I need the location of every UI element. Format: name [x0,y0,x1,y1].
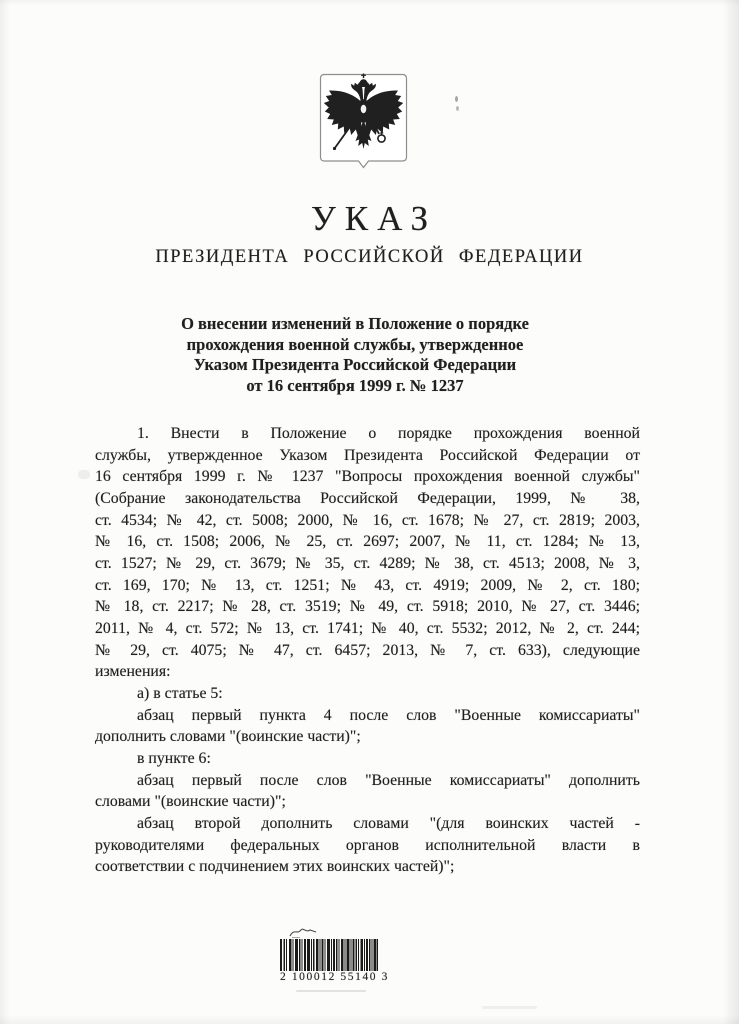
scan-smudge [296,990,366,992]
scan-speck [456,106,459,111]
text-line: руководителями федеральных органов исполнительной власти в [95,836,640,854]
subject-line: прохождения военной службы, утвержденное [186,334,524,354]
text-line: соответствии с подчинением этих воинских частей)"; [95,858,455,876]
text-line: в пункте 6: [137,750,211,768]
body-paragraph [95,748,640,770]
text-line: словами "(воинские части)"; [95,793,286,811]
text-line: изменения: [95,663,171,681]
text-line: № 29, ст. 4075; № 47, ст. 6457; 2013, № 7, ст. 633), следующие [95,641,640,659]
barcode-icon [280,939,378,971]
barcode-block [280,926,389,990]
scan-shadow-bottom [0,1015,739,1024]
decree-body [95,423,640,878]
text-line: абзац первый пункта 4 после слов "Военные комиссариаты" [137,706,640,724]
scan-smudge [78,470,90,479]
text-line: № 18, ст. 2217; № 28, ст. 3519; № 49, ст. 5918; 2010, № 27, ст. 3446; [95,598,640,616]
body-paragraph [95,683,640,705]
text-line: ст. 169, 170; № 13, ст. 1251; № 43, ст. 4919; 2009, № 2, ст. 180; [95,576,640,594]
subject-line: от 16 сентября 1999 г. № 1237 [246,376,464,396]
scan-shadow-right [723,0,739,1024]
decree-type-title: УКАЗ [310,199,438,238]
decree-subject-heading [82,314,628,397]
decree-issuer-line: ПРЕЗИДЕНТА РОССИЙСКОЙ ФЕДЕРАЦИИ [155,247,584,267]
scan-speck [455,96,458,102]
body-paragraph [95,813,640,878]
text-line: 2011, № 4, ст. 572; № 13, ст. 1741; № 40, ст. 5532; 2012, № 2, ст. 244; [95,620,640,638]
body-paragraph [95,423,640,683]
barcode-digits: 2 100012 55140 3 [280,971,389,983]
text-line: ст. 4534; № 42, ст. 5008; 2000, № 16, ст. 1678; № 27, ст. 2819; 2003, [95,511,640,529]
text-line: а) в статье 5: [137,685,223,703]
subject-line: О внесении изменений в Положение о порядке [181,314,529,333]
text-line: абзац второй дополнить словами "(для воинских частей - [137,815,640,833]
subject-line: Указом Президента Российской Федерации [193,355,517,375]
text-line: дополнить словами "(воинские части)"; [95,728,361,746]
text-line: 1. Внести в Положение о порядке прохождения военной [137,425,640,442]
body-paragraph [95,705,640,748]
text-line: (Собрание законодательства Российской Федерации, 1999, № 38, [95,490,640,508]
coat-of-arms-icon [318,72,409,177]
text-line: 16 сентября 1999 г. № 1237 "Вопросы прохождения военной службы" [95,468,640,486]
scan-smudge [482,1006,537,1009]
scan-shadow-top [0,0,739,6]
body-paragraph [95,770,640,813]
text-line: ст. 1527; № 29, ст. 3679; № 35, ст. 4289; № 38, ст. 4513; 2008, № 3, [95,555,640,573]
scan-shadow-left [0,0,10,1024]
text-line: № 16, ст. 1508; 2006, № 25, ст. 2697; 2007, № 11, ст. 1284; № 13, [95,533,640,551]
text-line: службы, утвержденное Указом Президента Российской Федерации от [95,446,640,464]
text-line: абзац первый после слов "Военные комиссариаты" дополнить [137,771,640,789]
pen-mark-icon [288,926,318,939]
